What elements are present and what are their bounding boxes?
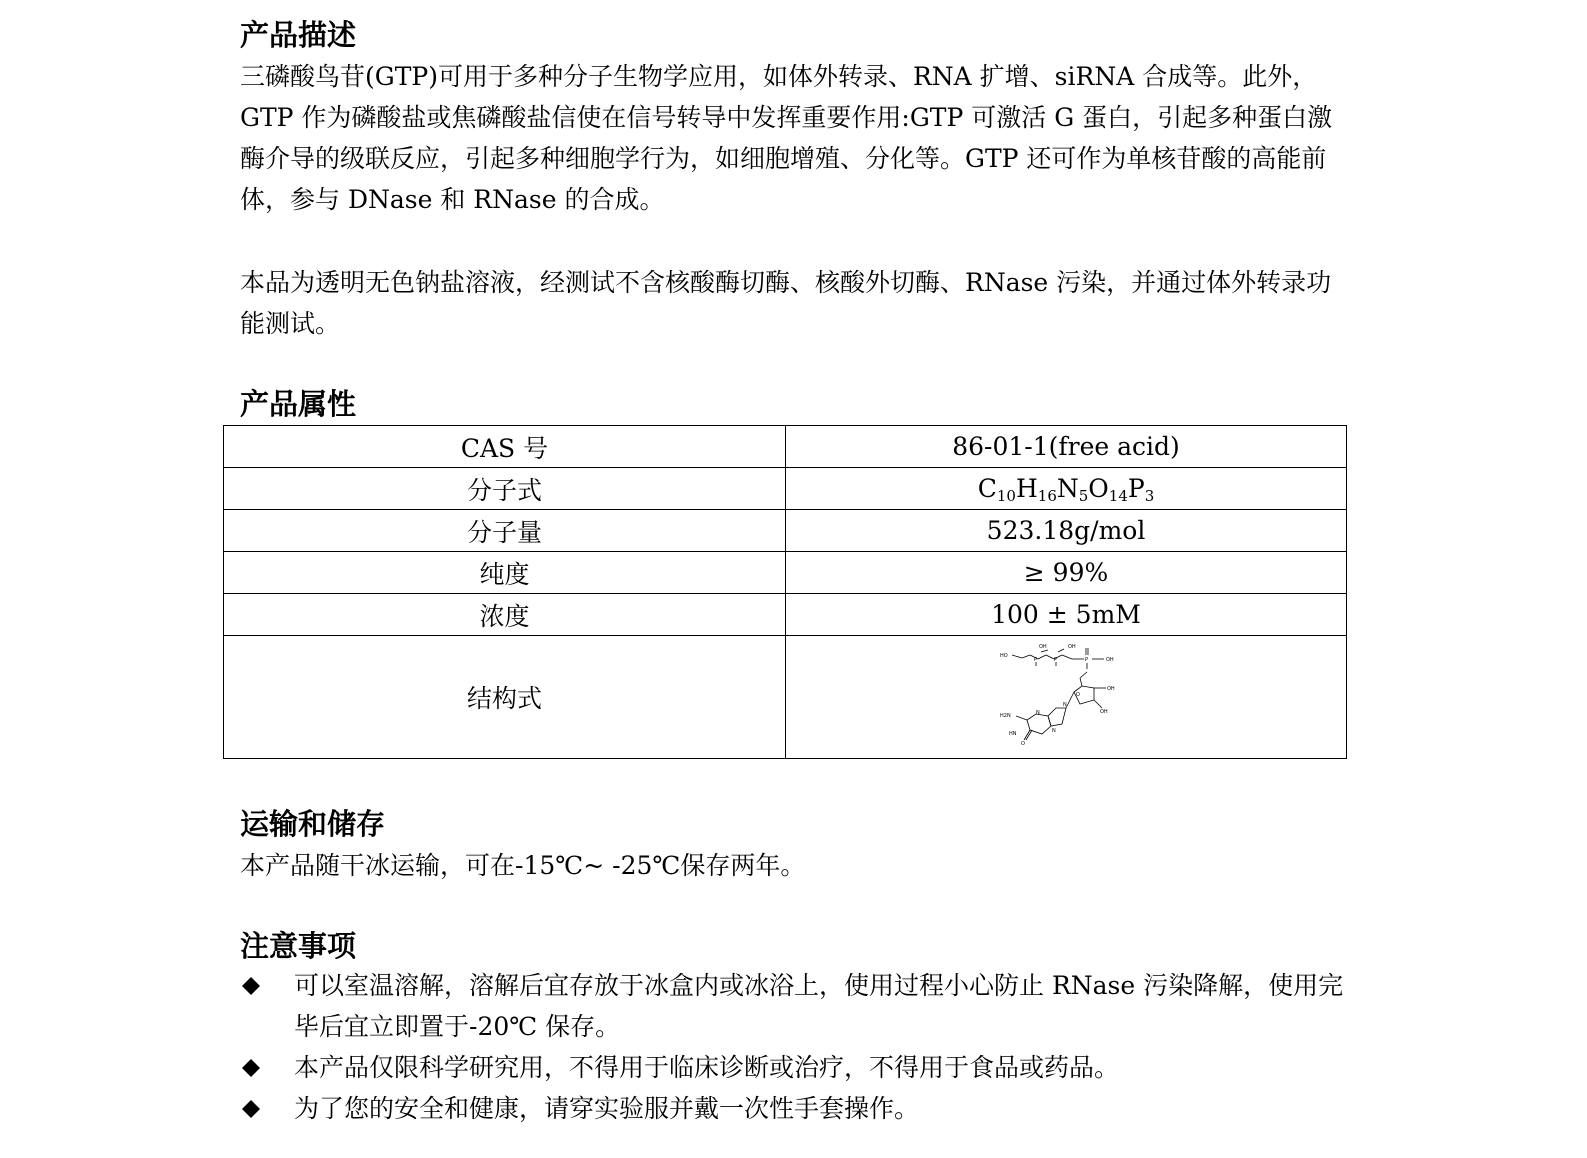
section-title-properties: 产品属性 [240,387,357,421]
property-label: 浓度 [224,594,786,636]
molecular-formula: $C_{10}H_{16}N_5O_{14}P_3$ [786,468,1347,510]
table-row [224,594,1347,636]
diamond-bullet-icon [242,1100,260,1118]
section-title-notes: 注意事项 [240,929,357,963]
structure-label: HO [1000,653,1008,659]
section-title-description: 产品描述 [240,18,357,52]
note-text: 为了您的安全和健康，请穿实验服并戴一次性手套操作。 [294,1094,920,1123]
structure-label: OH [1068,644,1076,650]
note-text: 本产品仅限科学研究用，不得用于临床诊断或治疗，不得用于食品或药品。 [294,1053,1120,1082]
structure-label: OH [1106,657,1114,663]
property-label: CAS 号 [224,426,786,468]
property-label: 分子量 [224,510,786,552]
structure-cell [786,636,1347,759]
structure-label: HN [1009,731,1017,737]
table-row [224,510,1347,552]
property-value: 86-01-1(free acid) [786,426,1347,468]
list-item [240,1047,1350,1088]
structure-label: N [1063,702,1067,708]
property-value: ≥ 99% [786,552,1347,594]
structure-label: N [1036,710,1040,716]
gtp-structure-image [996,642,1136,752]
structure-label: OH [1100,709,1108,715]
notes-list [240,965,1350,1129]
property-label: 分子式 [224,468,786,510]
properties-table [223,425,1347,759]
diamond-bullet-icon [242,977,260,995]
table-row [224,636,1347,759]
structure-label: N [1052,728,1056,734]
structure-label: O [1076,692,1080,698]
table-row [224,468,1347,510]
property-label: 结构式 [224,636,786,759]
storage-text: 本产品随干冰运输，可在-15℃~ -25℃保存两年。 [240,851,806,880]
structure-label: P [1085,657,1089,663]
description-paragraph-2: 本品为透明无色钠盐溶液，经测试不含核酸酶切酶、核酸外切酶、RNase 污染，并通过体外转录功能测试。 [240,268,1332,338]
structure-label: P [1054,657,1058,663]
diamond-bullet-icon [242,1059,260,1077]
property-label: 纯度 [224,552,786,594]
structure-label: H2N [1000,713,1011,719]
structure-label: P [1034,657,1038,663]
list-item [240,965,1350,1047]
structure-label: OH [1039,644,1047,650]
property-value: 100 ± 5mM [786,594,1347,636]
structure-label: OH [1107,686,1115,692]
note-text: 可以室温溶解，溶解后宜存放于冰盒内或冰浴上，使用过程小心防止 RNase 污染降解，使用完毕后宜立即置于-20℃ 保存。 [294,971,1344,1041]
table-row [224,426,1347,468]
structure-label: O [1021,741,1025,747]
property-value: 523.18g/mol [786,510,1347,552]
table-row [224,552,1347,594]
section-title-storage: 运输和储存 [240,807,386,841]
list-item [240,1088,1350,1129]
description-paragraph-1: 三磷酸鸟苷(GTP)可用于多种分子生物学应用，如体外转录、RNA 扩增、siRNA 合成等。此外，GTP 作为磷酸盐或焦磷酸盐信使在信号转导中发挥重要作用:GTP 可激活 G 蛋白，引起多种蛋白激酶介导的级联反应，引起多种细胞学行为，如细胞增殖、分化等。GTP 还可作为单核苷酸的高能前体，参与 DNase 和 RNase 的合成。 [240,62,1333,214]
